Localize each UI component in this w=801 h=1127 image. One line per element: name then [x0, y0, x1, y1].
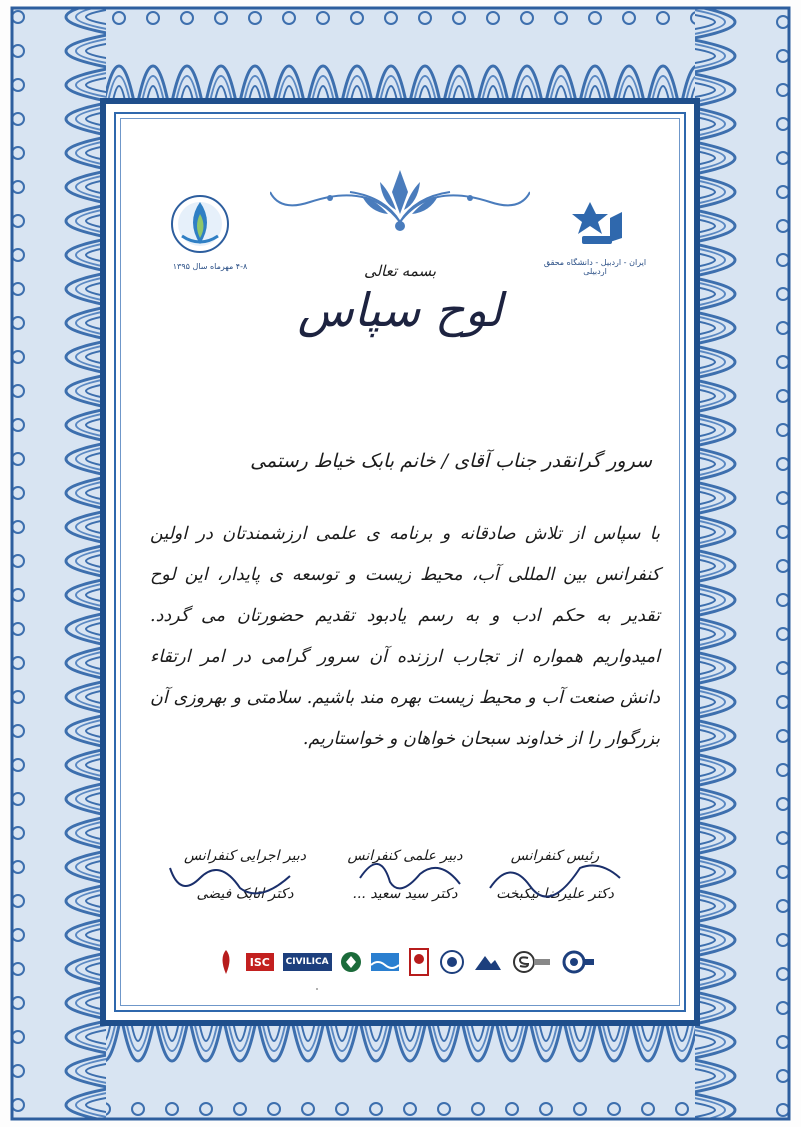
red-emblem-logo-icon [408, 946, 430, 978]
isc-logo: ISC [246, 953, 274, 971]
signature-block-scientific-secretary [320, 848, 490, 902]
signature-role: رئیس کنفرانس [510, 848, 600, 864]
handwritten-signature-executive [160, 848, 330, 908]
right-logo-caption: ایران - اردبیل - دانشگاه محقق اردبیلی [543, 258, 647, 276]
certificate-body-text: با سپاس از تلاش صادقانه و برنامه ی علمی ارزشمندتان در اولین کنفرانس بین المللی آب، محیط زیست و توسعه ی پایدار، این لوح تقدیر به حکم ادب و به رسم یادبود تقدیم حضورتان می گردد. امیدواریم همواره از تجارب ارزنده آن سرور گرامی در امر ارتقاء دانش صنعت آب و محیط زیست بهره مند باشیم. سلامتی و بهروزی آن بزرگوار را از خداوند سبحان خواهان و خواستاریم. [150, 524, 660, 749]
iran-emblem-icon [215, 946, 237, 978]
sponsor-logo-icon [340, 946, 362, 978]
floral-ornament-icon [270, 162, 530, 234]
sponsor-logos-row [215, 938, 595, 986]
signature-role: دبیر اجرایی کنفرانس [183, 848, 307, 864]
left-logo-caption: ۴-۸ مهرماه سال ۱۳۹۵ [172, 262, 248, 271]
signature-name: دکتر سید سعید ... [352, 886, 458, 902]
water-wave-logo-icon [371, 946, 399, 978]
signature-role: دبیر علمی کنفرانس [347, 848, 463, 864]
signature-name: دکتر علیرضا نیکبخت [496, 886, 614, 902]
handwritten-signature-secretary [320, 848, 490, 908]
recipient-salutation: سرور گرانقدر جناب آقای / خانم بابک خیاط رستمی [250, 450, 652, 472]
mountain-logo-icon [473, 946, 503, 978]
spiral-logo-icon [561, 946, 595, 978]
handwritten-signature-chair [470, 848, 640, 908]
s-letter-logo-icon [512, 946, 552, 978]
conference-logo-icon [160, 190, 240, 260]
basmala-heading: بسمه تعالی [363, 262, 437, 280]
print-mark [316, 988, 318, 990]
certificate-title: لوح سپاس [297, 283, 503, 337]
signature-block-executive-secretary [160, 848, 330, 902]
university-logo-icon [560, 198, 640, 252]
signature-block-chair [470, 848, 640, 902]
signature-name: دکتر اتابک فیضی [196, 886, 294, 902]
civilica-logo: CIVILICA [283, 953, 332, 971]
round-seal-logo-icon [439, 946, 465, 978]
